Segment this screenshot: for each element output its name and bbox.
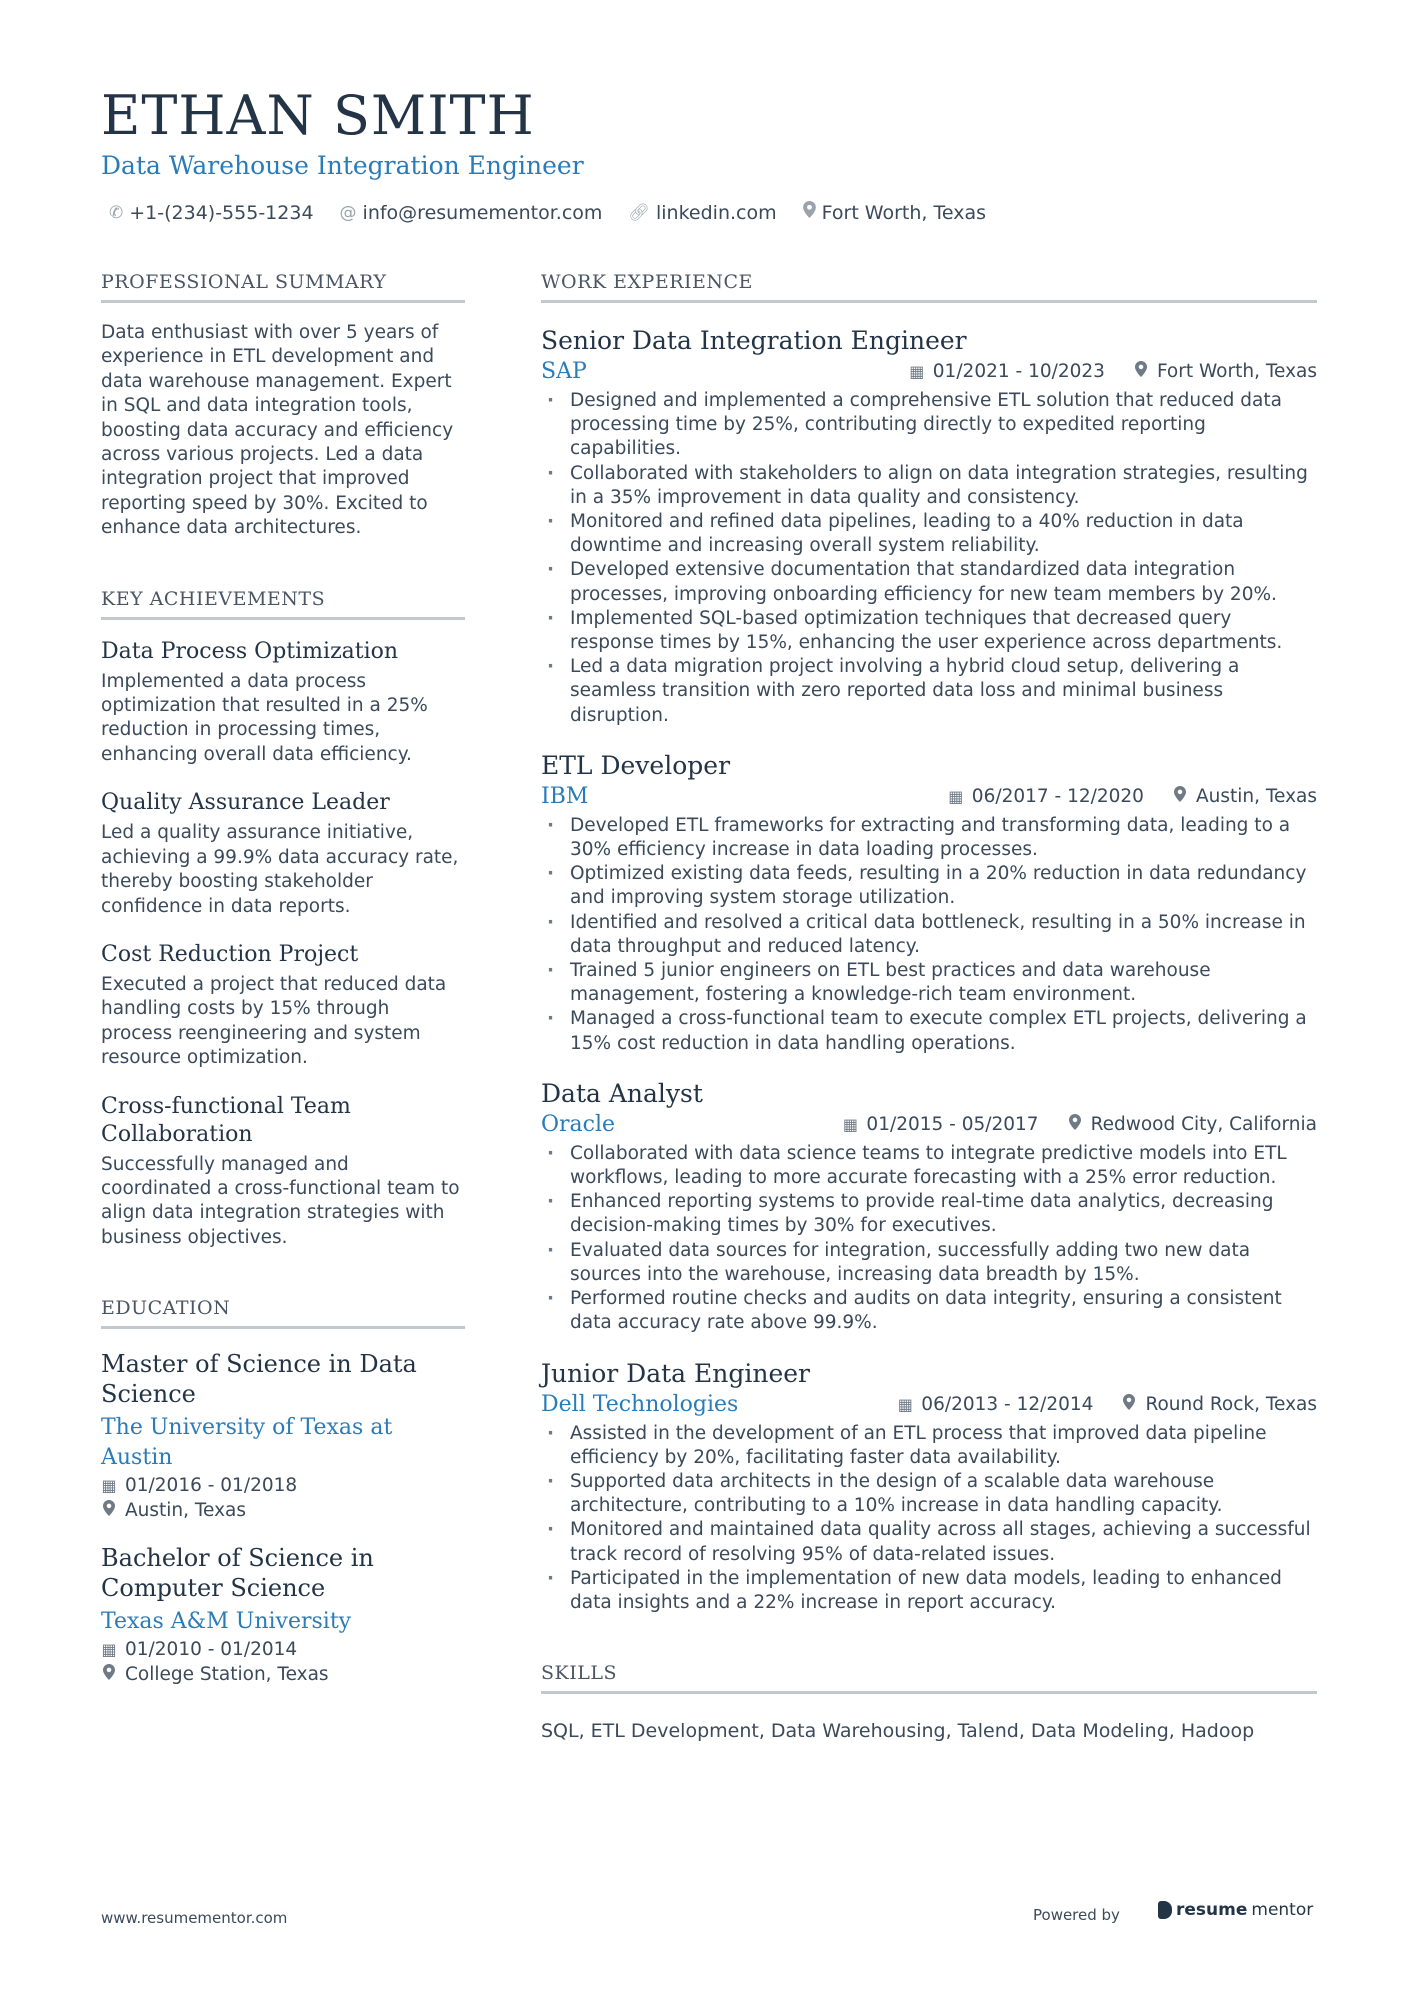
job-title: Junior Data Engineer (541, 1358, 811, 1388)
job-dates (909, 359, 1105, 385)
phone-icon: ✆ (109, 203, 124, 223)
achievement-head: Data Process Optimization (101, 638, 399, 664)
achievement-item (101, 638, 465, 768)
calendar-icon: ▦ (948, 786, 964, 806)
job-meta (909, 359, 1317, 385)
job-company: Dell Technologies (541, 1391, 739, 1417)
location-icon (101, 1498, 117, 1523)
summary-text: Data enthusiast with over 5 years of experience in ETL development and data warehouse management. Expert in SQL and data integration tools, boosting data accuracy and efficiency across various projects. Led a data integration project that improved reporting speed by 30%. Excited to enhance data architectures. (101, 322, 454, 539)
achievement-text: Successfully managed and coordinated a cross-functional team to align data integration strategies with business objectives. (101, 1153, 460, 1248)
education-item (101, 1349, 465, 1523)
job-company: IBM (541, 783, 589, 809)
job-location (1121, 1392, 1317, 1418)
job-location-text: Fort Worth, Texas (1156, 361, 1317, 382)
job-bullet: · Optimized existing data feeds, resulting in a 20% reduction in data redundancy and improving system storage utilization. (541, 862, 1317, 910)
job-bullets (541, 1422, 1317, 1616)
job-entry (541, 325, 1317, 728)
job-meta (948, 784, 1317, 810)
achievement-item (101, 941, 465, 1071)
skills-text: SQL, ETL Development, Data Warehousing, Talend, Data Modeling, Hadoop (541, 1720, 1255, 1743)
job-bullet: · Developed ETL frameworks for extracting and transforming data, leading to a 30% efficiency increase in data loading processes. (541, 814, 1317, 862)
calendar-icon: ▦ (909, 362, 925, 381)
calendar-icon: ▦ (842, 1114, 858, 1134)
contact-linkedin[interactable] (628, 200, 776, 226)
education-item (101, 1543, 465, 1687)
location-icon (1121, 1392, 1137, 1418)
education-location-text: College Station, Texas (125, 1664, 329, 1686)
brand-name-bold: resume (1176, 1900, 1248, 1920)
calendar-icon: ▦ (101, 1476, 117, 1496)
job-bullet: · Developed extensive documentation that standardized data integration processes, improving onboarding efficiency for new team members by 20%. (541, 558, 1317, 606)
job-company: Oracle (541, 1111, 616, 1137)
experience-section-title: WORK EXPERIENCE (541, 270, 1317, 303)
job-meta (897, 1392, 1317, 1418)
job-header-row (541, 784, 1317, 810)
job-company: SAP (541, 359, 587, 384)
contact-phone (109, 200, 314, 226)
achievement-text: Executed a project that reduced data handling costs by 15% through process reengineering and system resource optimization. (101, 973, 447, 1069)
achievement-item (101, 789, 465, 919)
job-location (1067, 1112, 1317, 1138)
job-bullet: · Assisted in the development of an ETL process that improved data pipeline efficiency by 20%, facilitating faster data availability. (541, 1422, 1317, 1470)
job-bullets (541, 389, 1317, 728)
contact-phone-text: +1-(234)-555-1234 (129, 202, 314, 224)
location-icon (1172, 784, 1188, 810)
education-location-text: Austin, Texas (125, 1500, 247, 1522)
job-bullet: · Monitored and maintained data quality across all stages, achieving a successful track record of resolving 95% of data-related issues. (541, 1518, 1317, 1566)
job-dates (897, 1392, 1093, 1418)
education-degree: Master of Science in Data Science (101, 1350, 417, 1409)
job-location-text: Round Rock, Texas (1145, 1393, 1317, 1415)
job-location-text: Redwood City, California (1090, 1113, 1317, 1135)
job-location (1172, 784, 1317, 810)
job-title: Senior Data Integration Engineer (541, 326, 967, 355)
achievement-head: Cross-functional Team Collaboration (101, 1093, 351, 1147)
footer-url[interactable]: www.resumementor.com (101, 1909, 288, 1927)
education-school: The University of Texas at Austin (101, 1415, 393, 1471)
footer-powered-by: Powered by (1033, 1906, 1120, 1924)
achievements-list (101, 638, 465, 1251)
job-bullet: · Led a data migration project involving a hybrid cloud setup, delivering a seamless transition with zero reported data loss and minimal business disruption. (541, 655, 1317, 728)
job-bullet: · Evaluated data sources for integration, successfully adding two new data sources into the warehouse, increasing data breadth by 15%. (541, 1239, 1317, 1287)
achievement-item (101, 1093, 465, 1251)
location-icon (1067, 1112, 1083, 1138)
job-location-text: Austin, Texas (1195, 785, 1317, 807)
achievement-text: Led a quality assurance initiative, achieving a 99.9% data accuracy rate, thereby boosting stakeholder confidence in data reports. (101, 822, 459, 917)
job-dates (948, 784, 1144, 810)
summary-section-title: PROFESSIONAL SUMMARY (101, 270, 465, 303)
job-header-row (541, 1112, 1317, 1138)
link-icon: 🔗︎ (628, 203, 650, 223)
left-column (101, 270, 465, 1687)
job-bullet: · Participated in the implementation of new data models, leading to enhanced data insights and a 22% increase in report accuracy. (541, 1567, 1317, 1615)
education-location (101, 1662, 465, 1687)
location-icon (803, 200, 816, 226)
education-location (101, 1498, 465, 1523)
brand-name-rest: mentor (1251, 1900, 1314, 1920)
job-bullet: · Enhanced reporting systems to provide real-time data analytics, decreasing decision-making times by 30% for executives. (541, 1190, 1317, 1238)
education-dates (101, 1637, 465, 1662)
job-title: Data Analyst (541, 1078, 703, 1108)
calendar-icon: ▦ (897, 1394, 913, 1414)
contact-location-text: Fort Worth, Texas (821, 202, 987, 224)
job-bullet: · Identified and resolved a critical data bottleneck, resulting in a 50% increase in data throughput and reduced latency. (541, 911, 1317, 959)
job-bullet: · Performed routine checks and audits on data integrity, ensuring a consistent data accuracy rate above 99.9%. (541, 1287, 1317, 1335)
education-school: Texas A&M University (101, 1609, 352, 1635)
location-icon (101, 1662, 117, 1687)
job-dates (842, 1112, 1038, 1138)
job-dates-text: 06/2013 - 12/2014 (921, 1393, 1094, 1415)
job-header-row (541, 1392, 1317, 1418)
job-dates-text: 01/2015 - 05/2017 (866, 1113, 1039, 1135)
job-meta (842, 1112, 1317, 1138)
achievements-section-title: KEY ACHIEVEMENTS (101, 587, 465, 620)
achievement-text: Implemented a data process optimization that resulted in a 25% reduction in processing times, enhancing overall data efficiency. (101, 670, 428, 765)
calendar-icon: ▦ (101, 1640, 117, 1660)
job-entry (541, 1078, 1317, 1336)
job-bullet: · Supported data architects in the design of a scalable data warehouse architecture, contributing to a 10% increase in data handling capacity. (541, 1470, 1317, 1518)
candidate-title: Data Warehouse Integration Engineer (101, 151, 584, 180)
education-section-title: EDUCATION (101, 1296, 465, 1329)
job-bullets (541, 814, 1317, 1056)
education-dates (101, 1473, 465, 1498)
job-title: ETL Developer (541, 750, 731, 780)
contact-linkedin-text[interactable]: linkedin.com (656, 202, 777, 224)
footer-brand-logo[interactable] (1158, 1900, 1313, 1920)
job-bullet: · Designed and implemented a comprehensive ETL solution that reduced data processing time by 25%, contributing directly to expedited reporting capabilities. (541, 389, 1317, 462)
job-entry (541, 750, 1317, 1056)
right-column (541, 270, 1317, 1744)
location-icon (1133, 359, 1149, 385)
job-bullet: · Trained 5 junior engineers on ETL best practices and data warehouse management, fostering a knowledge-rich team environment. (541, 959, 1317, 1007)
job-dates-text: 01/2021 - 10/2023 (932, 361, 1105, 382)
job-bullet: · Managed a cross-functional team to execute complex ETL projects, delivering a 15% cost reduction in data handling operations. (541, 1007, 1317, 1055)
education-dates-text: 01/2010 - 01/2014 (125, 1639, 298, 1661)
job-bullet: · Collaborated with stakeholders to align on data integration strategies, resulting in a 35% improvement in data quality and consistency. (541, 462, 1317, 510)
job-bullet: · Monitored and refined data pipelines, leading to a 40% reduction in data downtime and increasing overall system reliability. (541, 510, 1317, 558)
candidate-name: ETHAN SMITH (101, 84, 535, 147)
job-location (1133, 359, 1317, 385)
job-entry (541, 1358, 1317, 1616)
job-dates-text: 06/2017 - 12/2020 (971, 785, 1144, 807)
contact-location (803, 200, 986, 226)
achievement-head: Quality Assurance Leader (101, 790, 390, 816)
at-icon: @ (339, 203, 357, 223)
education-degree: Bachelor of Science in Computer Science (101, 1544, 374, 1603)
job-header-row (541, 359, 1317, 385)
job-bullet: · Collaborated with data science teams to integrate predictive models into ETL workflows, leading to more accurate forecasting with a 25% error reduction. (541, 1142, 1317, 1190)
brand-logo-icon (1158, 1901, 1172, 1919)
contact-email-text[interactable]: info@resumementor.com (362, 202, 603, 224)
contact-bar (109, 200, 986, 226)
job-bullet: · Implemented SQL-based optimization techniques that decreased query response times by 15%, enhancing the user experience across departments. (541, 607, 1317, 655)
education-dates-text: 01/2016 - 01/2018 (125, 1475, 298, 1497)
achievement-head: Cost Reduction Project (101, 941, 359, 967)
job-bullets (541, 1142, 1317, 1336)
skills-section-title: SKILLS (541, 1661, 1317, 1694)
contact-email[interactable] (340, 200, 603, 226)
